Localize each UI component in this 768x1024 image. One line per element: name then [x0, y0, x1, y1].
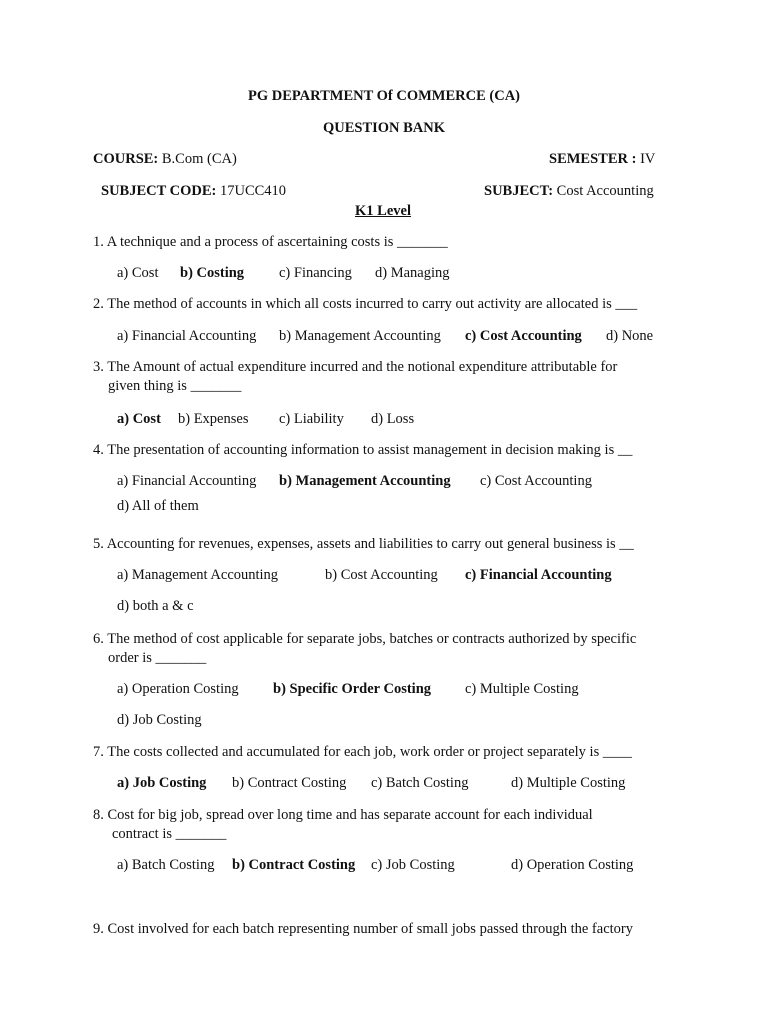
course-line — [93, 150, 237, 168]
q7-option-a: a) Job Costing — [117, 775, 207, 791]
question-8: 8. Cost for big job, spread over long time and has separate account for each individual — [93, 807, 593, 823]
document-title: QUESTION BANK — [322, 120, 446, 136]
q3-option-d: d) Loss — [371, 411, 415, 427]
q1-option-a: a) Cost — [117, 265, 159, 281]
question-8-cont: contract is _______ — [112, 826, 227, 842]
q7-option-b: b) Contract Costing — [232, 775, 347, 791]
question-4: 4. The presentation of accounting information to assist management in decision making is __ — [93, 442, 633, 458]
q6-option-c: c) Multiple Costing — [465, 681, 579, 697]
q1-option-d: d) Managing — [375, 265, 450, 281]
level-heading: K1 Level — [355, 203, 411, 219]
course-value: B.Com (CA) — [161, 151, 237, 167]
q1-option-b: b) Costing — [180, 265, 245, 281]
subject-code-line — [101, 182, 286, 200]
subject-line — [484, 182, 654, 200]
subject-code-value: 17UCC410 — [219, 183, 287, 199]
question-6-cont: order is _______ — [108, 650, 207, 666]
semester-label: SEMESTER : — [549, 151, 637, 167]
subject-code-label: SUBJECT CODE: — [101, 183, 217, 199]
q7-option-d: d) Multiple Costing — [511, 775, 626, 791]
semester-line — [549, 150, 655, 168]
question-7: 7. The costs collected and accumulated for each job, work order or project separately is ____ — [93, 744, 632, 760]
q5-option-b: b) Cost Accounting — [325, 567, 438, 583]
q3-option-a: a) Cost — [117, 411, 161, 427]
q4-option-c: c) Cost Accounting — [480, 473, 592, 489]
q2-option-c: c) Cost Accounting — [465, 328, 582, 344]
q6-option-b: b) Specific Order Costing — [273, 681, 432, 697]
q1-option-c: c) Financing — [279, 265, 352, 281]
course-label: COURSE: — [93, 151, 159, 167]
q8-option-d: d) Operation Costing — [511, 857, 634, 873]
q5-option-c: c) Financial Accounting — [465, 567, 612, 583]
question-5: 5. Accounting for revenues, expenses, assets and liabilities to carry out general business is __ — [93, 536, 634, 552]
question-1: 1. A technique and a process of ascertaining costs is _______ — [93, 234, 448, 250]
q4-option-a: a) Financial Accounting — [117, 473, 257, 489]
subject-label: SUBJECT: — [484, 183, 554, 199]
q5-option-d: d) both a & c — [117, 598, 194, 614]
q5-option-a: a) Management Accounting — [117, 567, 279, 583]
q6-option-a: a) Operation Costing — [117, 681, 239, 697]
q8-option-b: b) Contract Costing — [232, 857, 356, 873]
question-2: 2. The method of accounts in which all costs incurred to carry out activity are allocated is ___ — [93, 296, 638, 312]
semester-value: IV — [640, 151, 656, 167]
question-3: 3. The Amount of actual expenditure incurred and the notional expenditure attributable for — [93, 359, 618, 375]
q3-option-c: c) Liability — [279, 411, 344, 427]
q2-option-d: d) None — [606, 328, 654, 344]
subject-value: Cost Accounting — [556, 183, 654, 199]
q8-option-a: a) Batch Costing — [117, 857, 215, 873]
question-6: 6. The method of cost applicable for separate jobs, batches or contracts authorized by specific — [93, 631, 637, 647]
q7-option-c: c) Batch Costing — [371, 775, 469, 791]
q4-option-b: b) Management Accounting — [279, 473, 451, 489]
q8-option-c: c) Job Costing — [371, 857, 455, 873]
q6-option-d: d) Job Costing — [117, 712, 202, 728]
department-title: PG DEPARTMENT Of COMMERCE (CA) — [247, 88, 521, 104]
q2-option-b: b) Management Accounting — [279, 328, 441, 344]
question-3-cont: given thing is _______ — [108, 378, 242, 394]
question-9: 9. Cost involved for each batch representing number of small jobs passed through the factory — [93, 921, 633, 937]
q4-option-d: d) All of them — [117, 498, 199, 514]
q2-option-a: a) Financial Accounting — [117, 328, 257, 344]
q3-option-b: b) Expenses — [178, 411, 249, 427]
